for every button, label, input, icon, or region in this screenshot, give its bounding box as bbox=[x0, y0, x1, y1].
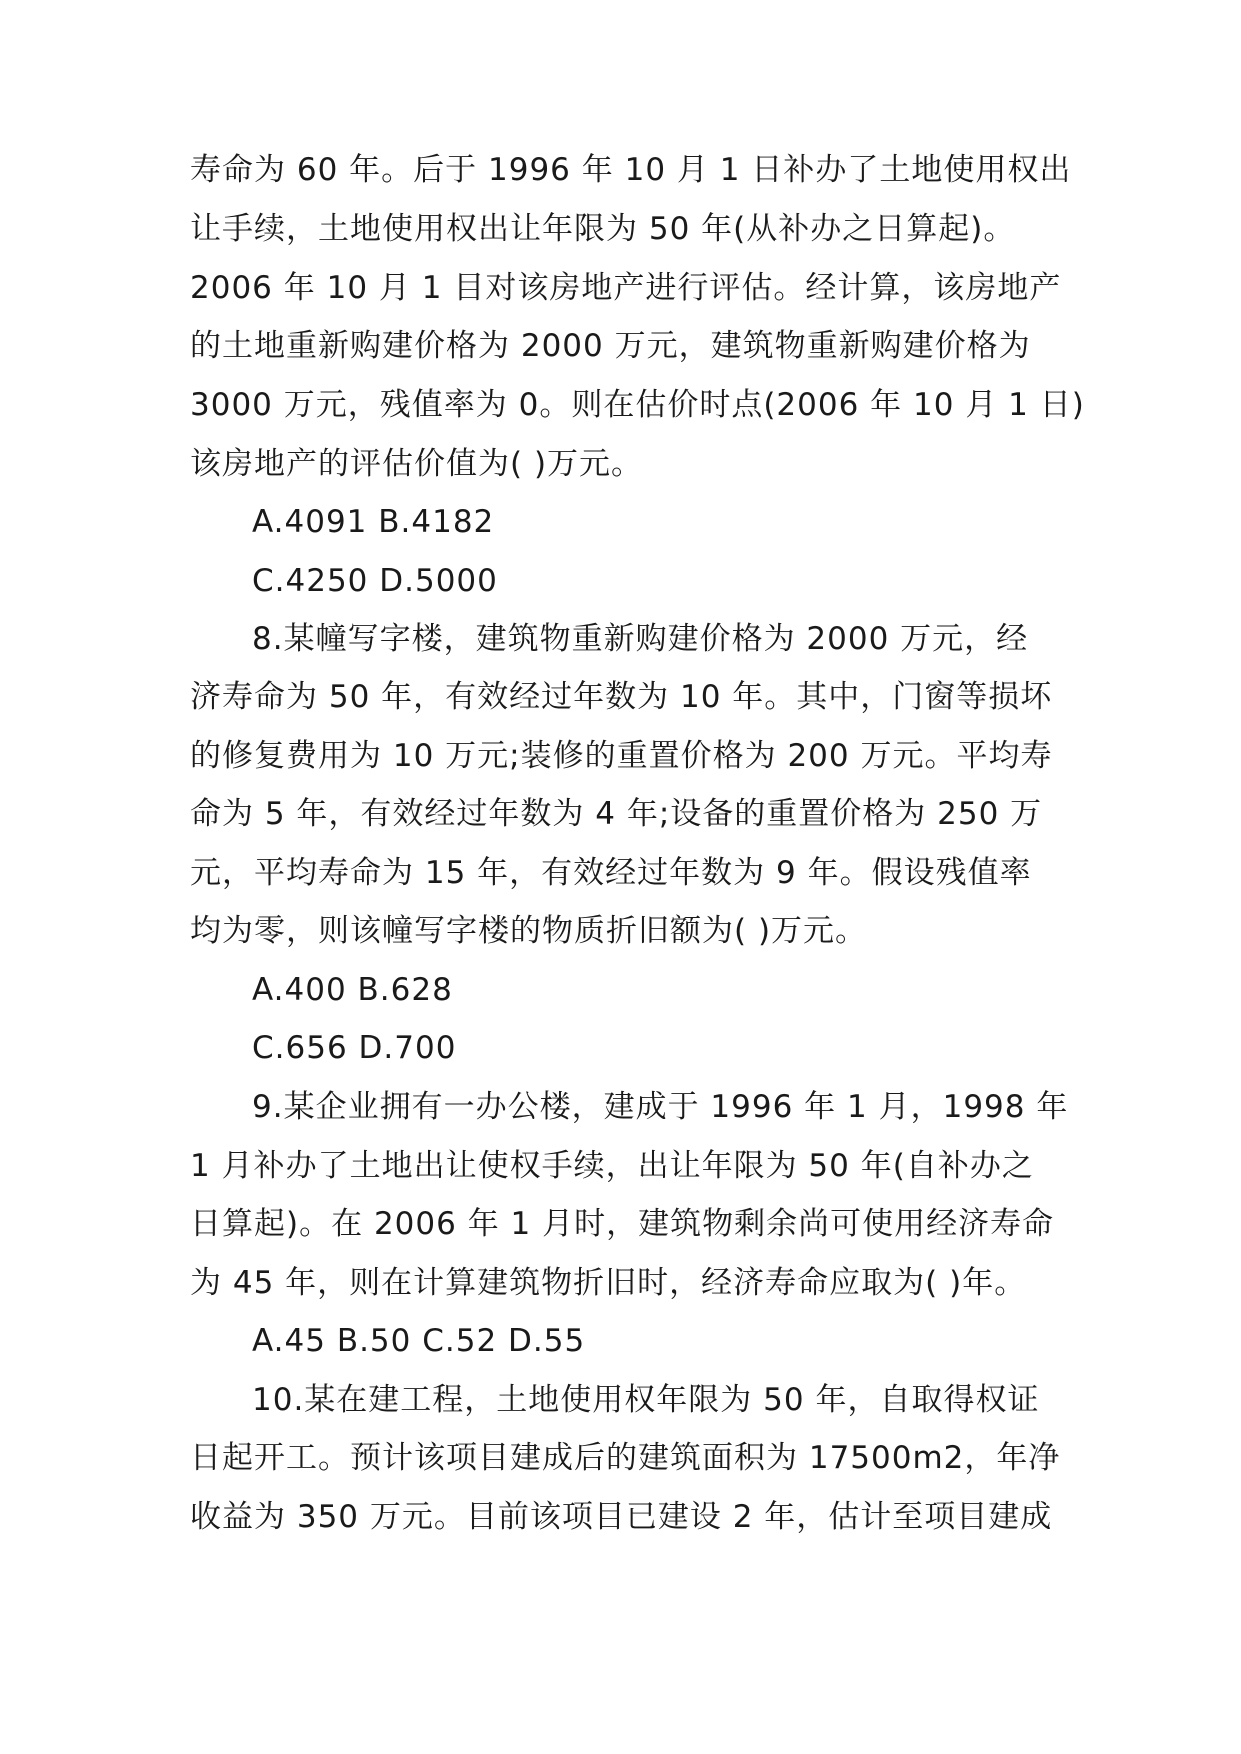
text-line: 3000 万元，残值率为 0。则在估价时点(2006 年 10 月 1 日) bbox=[190, 387, 1085, 423]
text-line: 该房地产的评估价值为( )万元。 bbox=[190, 446, 644, 482]
text-line: 日起开工。预计该项目建成后的建筑面积为 17500m2，年净 bbox=[190, 1440, 1061, 1476]
text-line: 2006 年 10 月 1 目对该房地产进行评估。经计算，该房地产 bbox=[190, 270, 1062, 306]
text-line: 为 45 年，则在计算建筑物折旧时，经济寿命应取为( )年。 bbox=[190, 1265, 1027, 1301]
text-line: 收益为 350 万元。目前该项目已建设 2 年，估计至项目建成 bbox=[190, 1499, 1053, 1535]
answer-options: A.400 B.628 bbox=[252, 972, 453, 1008]
text-line: 命为 5 年，有效经过年数为 4 年;设备的重置价格为 250 万 bbox=[190, 796, 1043, 832]
answer-options: C.4250 D.5000 bbox=[252, 563, 498, 599]
text-line: 元，平均寿命为 15 年，有效经过年数为 9 年。假设残值率 bbox=[190, 855, 1032, 891]
answer-options: A.45 B.50 C.52 D.55 bbox=[252, 1323, 586, 1359]
text-line: 的修复费用为 10 万元;装修的重置价格为 200 万元。平均寿 bbox=[190, 738, 1053, 774]
answer-options: C.656 D.700 bbox=[252, 1030, 457, 1066]
answer-options: A.4091 B.4182 bbox=[252, 504, 495, 540]
text-line: 的土地重新购建价格为 2000 万元，建筑物重新购建价格为 bbox=[190, 328, 1031, 364]
text-line: 让手续，土地使用权出让年限为 50 年(从补办之日算起)。 bbox=[190, 211, 1016, 247]
text-line: 均为零，则该幢写字楼的物质折旧额为( )万元。 bbox=[190, 913, 868, 949]
question-start: 9.某企业拥有一办公楼，建成于 1996 年 1 月，1998 年 bbox=[252, 1089, 1069, 1125]
question-start: 8.某幢写字楼，建筑物重新购建价格为 2000 万元，经 bbox=[252, 621, 1029, 657]
text-line: 寿命为 60 年。后于 1996 年 10 月 1 日补办了土地使用权出 bbox=[190, 152, 1072, 188]
text-line: 日算起)。在 2006 年 1 月时，建筑物剩余尚可使用经济寿命 bbox=[190, 1206, 1055, 1242]
text-line: 1 月补办了土地出让使权手续，出让年限为 50 年(自补办之 bbox=[190, 1148, 1034, 1184]
text-line: 济寿命为 50 年，有效经过年数为 10 年。其中，门窗等损坏 bbox=[190, 679, 1053, 715]
question-start: 10.某在建工程，土地使用权年限为 50 年，自取得权证 bbox=[252, 1382, 1040, 1418]
